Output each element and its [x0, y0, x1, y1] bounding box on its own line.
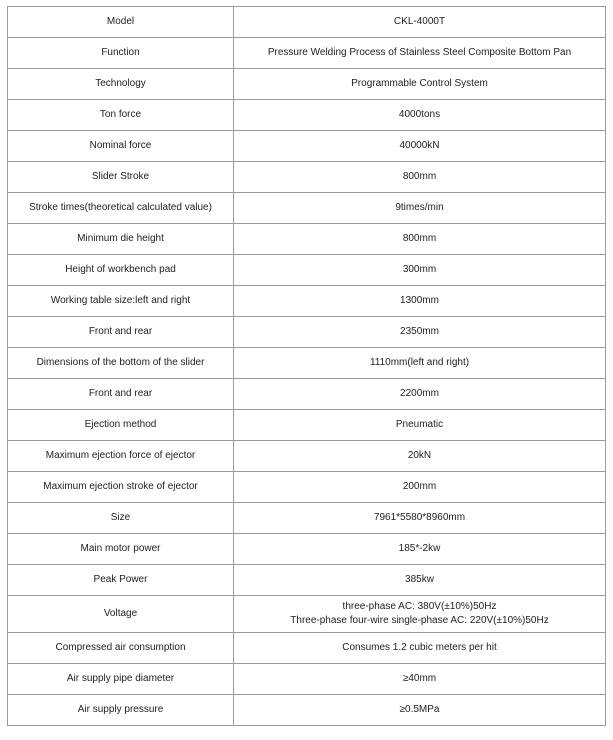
table-row: [8, 69, 606, 100]
row-label: Main motor power: [8, 534, 234, 565]
table-row: [8, 633, 606, 664]
table-row: [8, 503, 606, 534]
row-value: ≥0.5MPa: [234, 695, 606, 726]
row-label: Air supply pressure: [8, 695, 234, 726]
row-label: Front and rear: [8, 379, 234, 410]
row-label: Ton force: [8, 100, 234, 131]
row-value: 7961*5580*8960mm: [234, 503, 606, 534]
row-label: Nominal force: [8, 131, 234, 162]
row-label: Height of workbench pad: [8, 255, 234, 286]
table-row: [8, 441, 606, 472]
table-row: [8, 224, 606, 255]
row-value: CKL-4000T: [234, 7, 606, 38]
row-value: 2350mm: [234, 317, 606, 348]
row-value: 185*-2kw: [234, 534, 606, 565]
table-row: [8, 695, 606, 726]
table-row: [8, 255, 606, 286]
row-value: 20kN: [234, 441, 606, 472]
table-row: [8, 38, 606, 69]
row-label: Compressed air consumption: [8, 633, 234, 664]
table-row: [8, 379, 606, 410]
voltage-line-2: Three-phase four-wire single-phase AC: 220V(±10%)50Hz: [290, 615, 549, 626]
row-value: 300mm: [234, 255, 606, 286]
row-label: Maximum ejection force of ejector: [8, 441, 234, 472]
row-value: Pressure Welding Process of Stainless Steel Composite Bottom Pan: [234, 38, 606, 69]
table-row: [8, 410, 606, 441]
row-value: 9times/min: [234, 193, 606, 224]
table-row: [8, 664, 606, 695]
row-label: Peak Power: [8, 565, 234, 596]
table-row: [8, 472, 606, 503]
row-label: Air supply pipe diameter: [8, 664, 234, 695]
row-label: Slider Stroke: [8, 162, 234, 193]
row-value: 4000tons: [234, 100, 606, 131]
row-label: Minimum die height: [8, 224, 234, 255]
row-label: Voltage: [8, 596, 234, 633]
row-value: Consumes 1.2 cubic meters per hit: [234, 633, 606, 664]
row-value: 2200mm: [234, 379, 606, 410]
table-row: [8, 162, 606, 193]
table-row: [8, 596, 606, 633]
row-value: 200mm: [234, 472, 606, 503]
table-row: [8, 565, 606, 596]
row-label: Working table size:left and right: [8, 286, 234, 317]
table-row: [8, 7, 606, 38]
voltage-line-1: three-phase AC: 380V(±10%)50Hz: [342, 601, 497, 612]
row-value: ≥40mm: [234, 664, 606, 695]
row-value: Programmable Control System: [234, 69, 606, 100]
row-label: Stroke times(theoretical calculated value): [8, 193, 234, 224]
row-value: 800mm: [234, 224, 606, 255]
row-value: [234, 596, 606, 633]
row-value: Pneumatic: [234, 410, 606, 441]
row-value: 385kw: [234, 565, 606, 596]
row-label: Front and rear: [8, 317, 234, 348]
spec-table: [7, 6, 606, 726]
table-row: [8, 286, 606, 317]
table-row: [8, 534, 606, 565]
row-label: Ejection method: [8, 410, 234, 441]
table-row: [8, 348, 606, 379]
table-row: [8, 100, 606, 131]
row-value: 800mm: [234, 162, 606, 193]
table-row: [8, 317, 606, 348]
row-label: Dimensions of the bottom of the slider: [8, 348, 234, 379]
table-row: [8, 193, 606, 224]
table-row: [8, 131, 606, 162]
row-label: Maximum ejection stroke of ejector: [8, 472, 234, 503]
row-label: Function: [8, 38, 234, 69]
row-label: Size: [8, 503, 234, 534]
row-value: 40000kN: [234, 131, 606, 162]
row-value: 1110mm(left and right): [234, 348, 606, 379]
row-label: Model: [8, 7, 234, 38]
row-value: 1300mm: [234, 286, 606, 317]
row-label: Technology: [8, 69, 234, 100]
